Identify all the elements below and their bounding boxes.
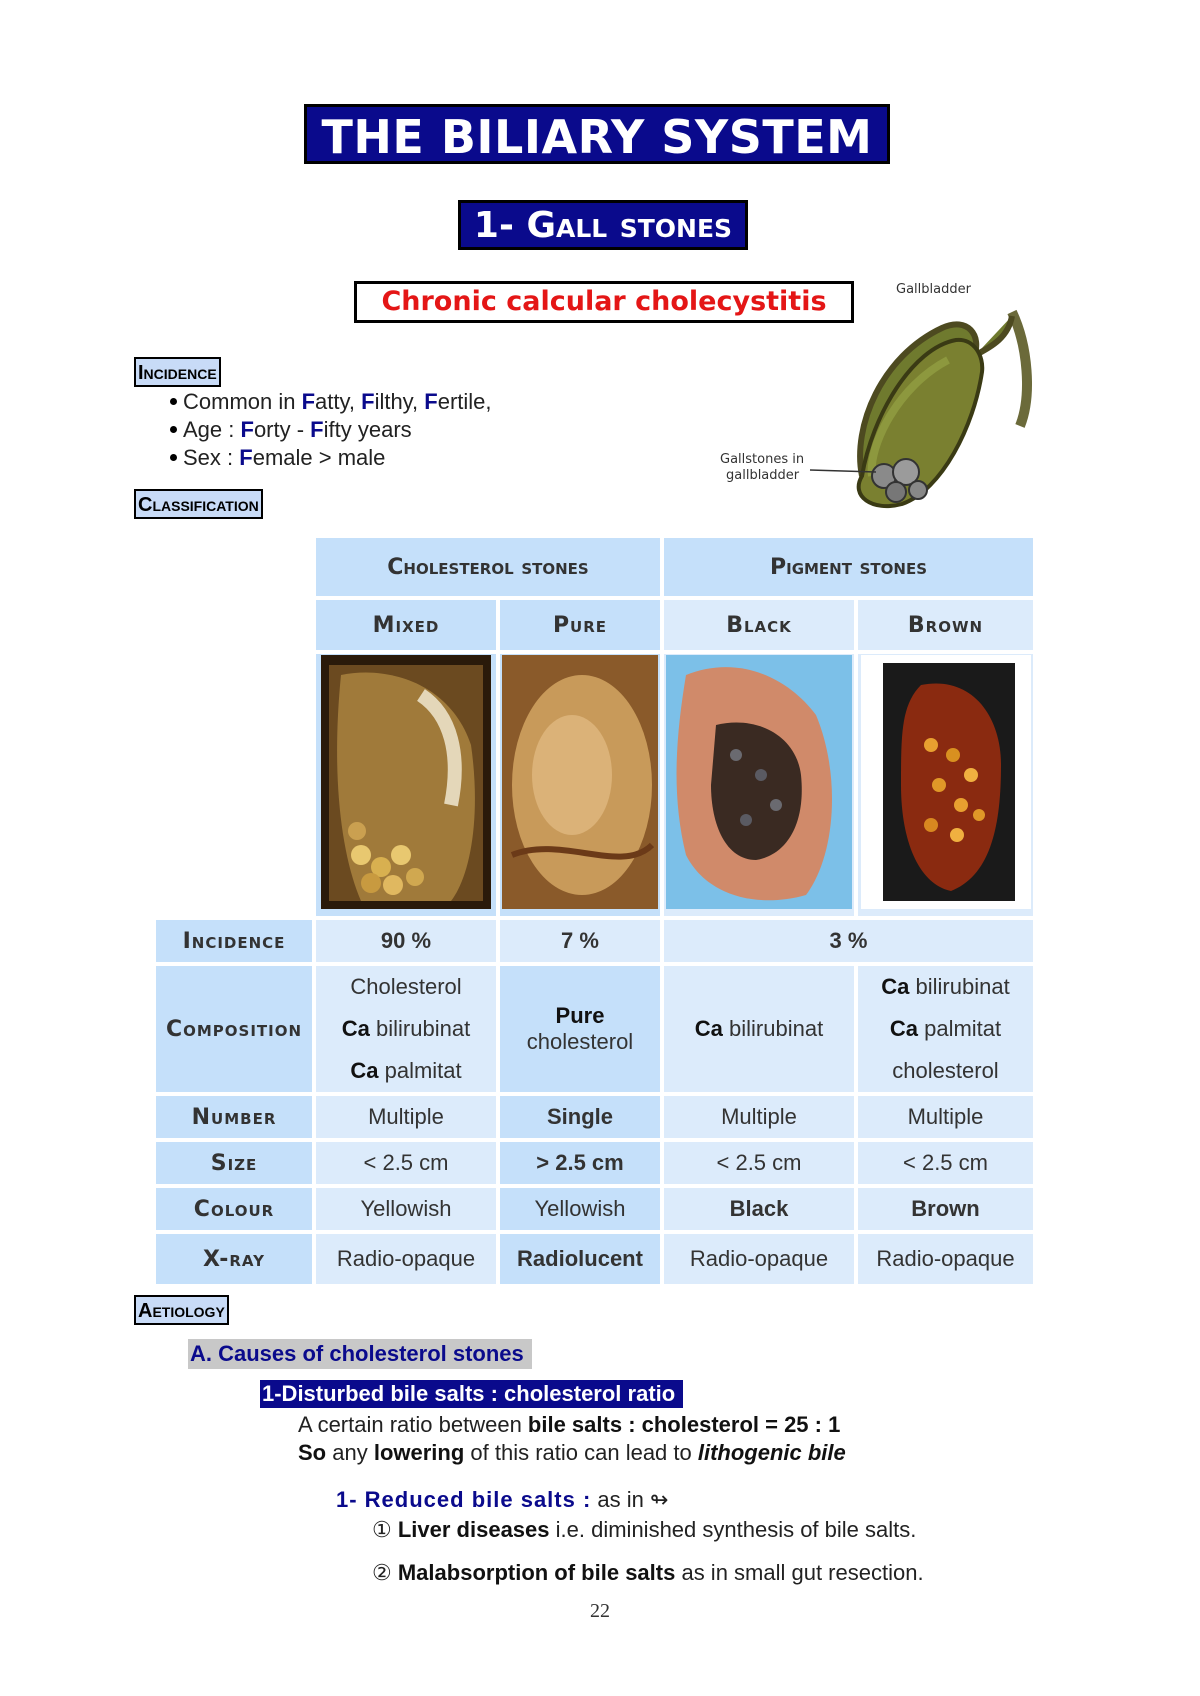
list-item: Age : Forty - Fifty years [168,416,492,444]
brown-stones-image [861,655,1031,909]
header-pure: Pure [500,600,660,650]
arrow-icon: ↬ [650,1487,669,1512]
cell-number-pure: Single [500,1096,660,1138]
row-label-incidence: Incidence [156,920,312,962]
circled-one-icon: ① [372,1517,392,1542]
cell-composition-pure: Pure cholesterol [500,966,660,1092]
header-black: Black [664,600,854,650]
cell-incidence-pure: 7 % [500,920,660,962]
cell-xray-mixed: Radio-opaque [316,1234,496,1284]
header-cholesterol-stones: Cholesterol stones [316,538,660,596]
cell-composition-black: Ca bilirubinat [664,966,854,1092]
header-pigment-stones: Pigment stones [664,538,1033,596]
classification-heading: Classification [134,489,263,519]
ratio-line-1: A certain ratio between bile salts : cholesterol = 25 : 1 [298,1412,841,1437]
cause-item-1: ① Liver diseases i.e. diminished synthesis of bile salts. [372,1517,917,1542]
bullet-icon [170,398,177,405]
list-item: Sex : Female > male [168,444,492,472]
ratio-heading: 1-Disturbed bile salts : cholesterol ratio [260,1380,683,1408]
gallstones-label: Gallstones in [720,452,805,467]
mixed-stones-image [321,655,491,909]
bullet-icon [170,454,177,461]
bullet-icon [170,426,177,433]
incidence-list [168,388,492,472]
cell-colour-pure: Yellowish [500,1188,660,1230]
cell-size-pure: > 2.5 cm [500,1142,660,1184]
circled-two-icon: ② [372,1560,392,1585]
photo-black-stones [664,654,854,916]
gallbladder-label: Gallbladder [896,282,971,297]
reduced-bile-salts-line: 1- Reduced bile salts : as in ↬ [336,1487,669,1512]
photo-pure-stone [500,654,660,916]
cell-size-brown: < 2.5 cm [858,1142,1033,1184]
row-label-xray: X-ray [156,1234,312,1284]
black-stones-image [666,655,852,909]
cell-composition-mixed: Cholesterol Ca bilirubinat Ca palmitat [316,966,496,1092]
subheading-chronic-cholecystitis: Chronic calcular cholecystitis [354,281,854,323]
cell-number-mixed: Multiple [316,1096,496,1138]
cell-composition-brown: Ca bilirubinat Ca palmitat cholesterol [858,966,1033,1092]
cell-colour-mixed: Yellowish [316,1188,496,1230]
cell-xray-pure: Radiolucent [500,1234,660,1284]
cell-xray-brown: Radio-opaque [858,1234,1033,1284]
page-title: THE BILIARY SYSTEM [304,104,890,164]
cell-number-brown: Multiple [858,1096,1033,1138]
cell-colour-black: Black [664,1188,854,1230]
incidence-heading: Incidence [134,357,221,387]
row-label-composition: Composition [156,966,312,1092]
gallstone-classification-table [152,534,1037,1288]
header-brown: Brown [858,600,1033,650]
cell-incidence-pigment: 3 % [664,920,1033,962]
photo-mixed-stones [316,654,496,916]
cause-item-2: ② Malabsorption of bile salts as in small gut resection. [372,1560,924,1585]
cell-incidence-mixed: 90 % [316,920,496,962]
aetiology-heading: Aetiology [134,1295,229,1325]
cholesterol-causes-heading: A. Causes of cholesterol stones [188,1339,532,1369]
page-number: 22 [590,1600,610,1622]
cell-colour-brown: Brown [858,1188,1033,1230]
gallbladder-illustration [712,276,1042,512]
list-item: Common in Fatty, Filthy, Fertile, [168,388,492,416]
row-label-colour: Colour [156,1188,312,1230]
pure-stone-image [502,655,658,909]
cell-size-mixed: < 2.5 cm [316,1142,496,1184]
header-mixed: Mixed [316,600,496,650]
row-label-size: Size [156,1142,312,1184]
ratio-line-2: So any lowering of this ratio can lead to lithogenic bile [298,1440,846,1465]
cell-number-black: Multiple [664,1096,854,1138]
cell-size-black: < 2.5 cm [664,1142,854,1184]
gallstones-label-line2: gallbladder [726,468,800,483]
cell-xray-black: Radio-opaque [664,1234,854,1284]
photo-brown-stones [858,654,1033,916]
row-label-number: Number [156,1096,312,1138]
section-title-gall-stones: 1- Gall stones [458,200,748,250]
